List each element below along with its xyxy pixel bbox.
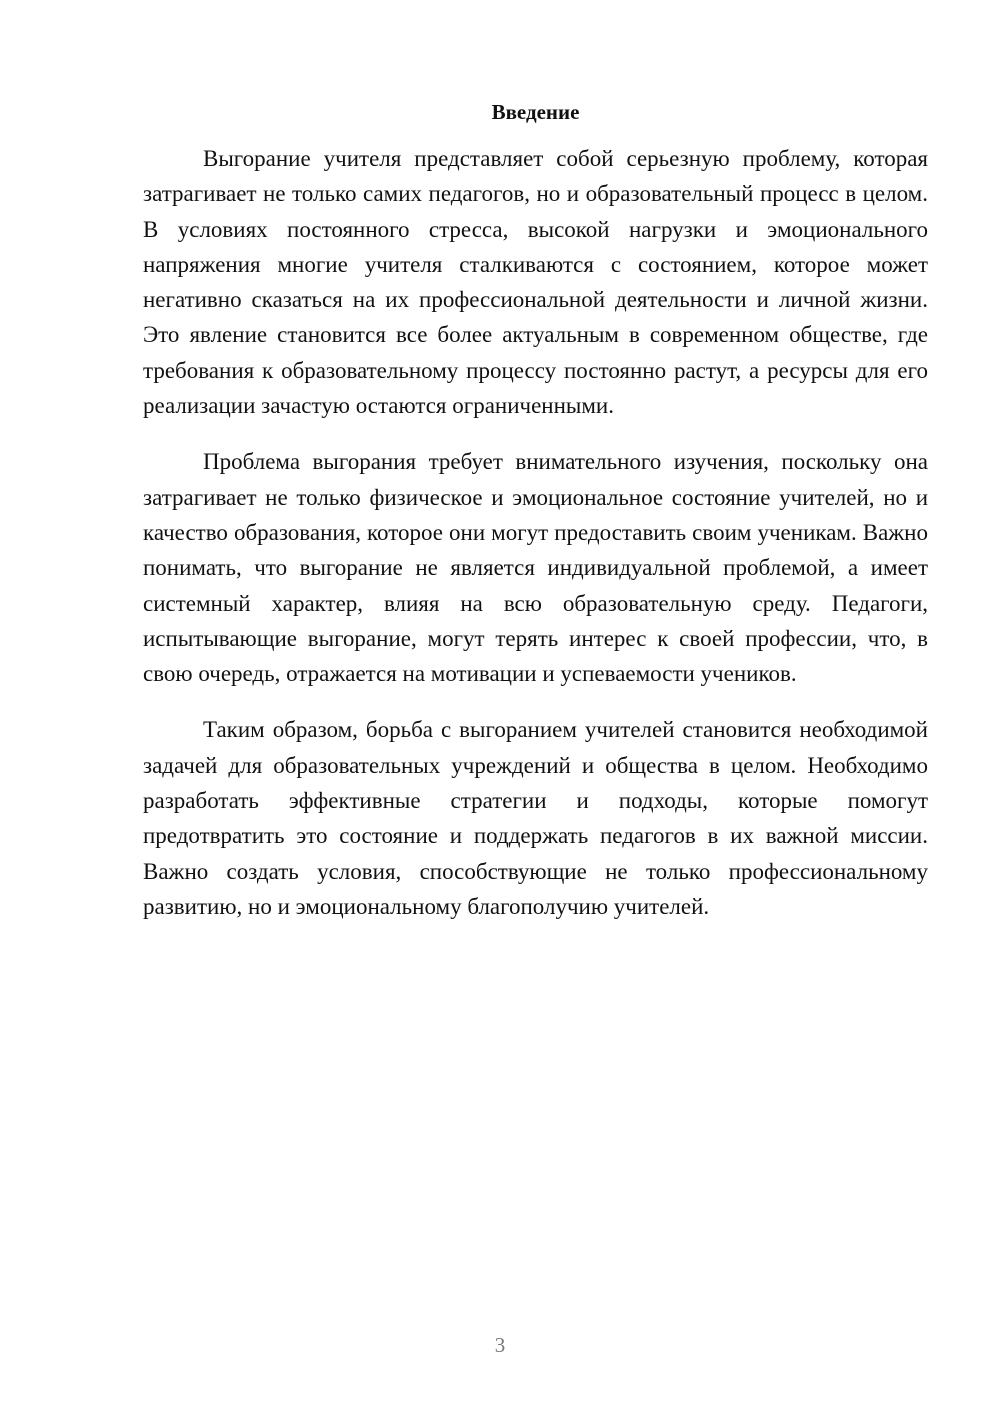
page-content (143, 95, 928, 945)
page-title: Введение (491, 100, 580, 124)
paragraph-1: Выгорание учителя представляет собой серьезную проблему, которая затрагивает не только самих педагогов, но и образовательный процесс в целом. В условиях постоянного стресса, высокой нагрузки и эмоционального напряжения многие учителя сталкиваются с состоянием, которое может негативно сказаться на их профессиональной деятельности и личной жизни. Это явление становится все более актуальным в современном обществе, где требования к образовательному процессу постоянно растут, а ресурсы для его реализации зачастую остаются ограниченными. (143, 146, 928, 419)
paragraph-3: Таким образом, борьба с выгоранием учителей становится необходимой задачей для образовательных учреждений и общества в целом. Необходимо разработать эффективные стратегии и подходы, которые помогут предотвратить это состояние и поддержать педагогов в их важной миссии. Важно создать условия, способствующие не только профессиональному развитию, но и эмоциональному благополучию учителей. (143, 717, 928, 919)
page-number: 3 (494, 1333, 506, 1357)
paragraph-2: Проблема выгорания требует внимательного изучения, поскольку она затрагивает не только физическое и эмоциональное состояние учителей, но и качество образования, которое они могут предоставить своим ученикам. Важно понимать, что выгорание не является индивидуальной проблемой, а имеет системный характер, влияя на всю образовательную среду. Педагоги, испытывающие выгорание, могут терять интерес к своей профессии, что, в свою очередь, отражается на мотивации и успеваемости учеников. (143, 449, 928, 687)
